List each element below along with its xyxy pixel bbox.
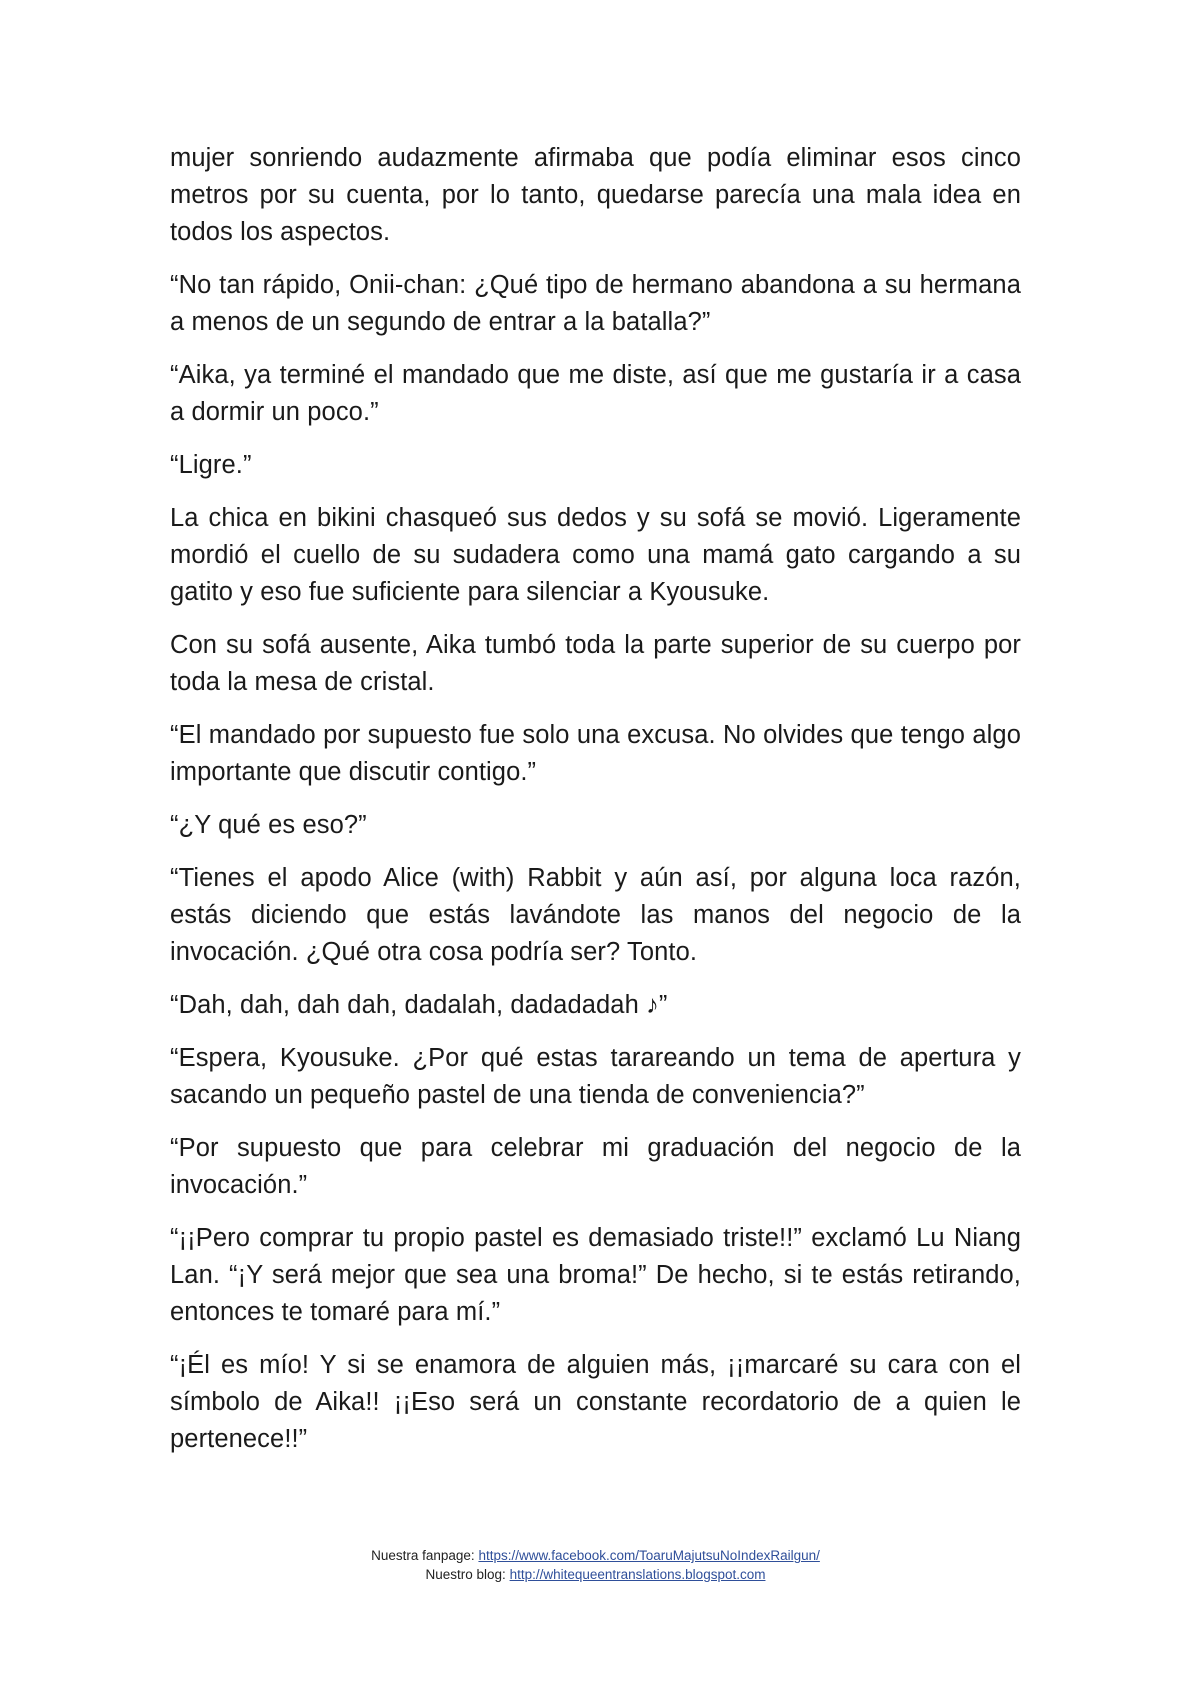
fanpage-link[interactable]: https://www.facebook.com/ToaruMajutsuNoIndexRailgun/: [478, 1548, 820, 1563]
footer-blog-line: [0, 1565, 1191, 1584]
paragraph: “Ligre.”: [170, 451, 252, 479]
paragraph: Con su sofá ausente, Aika tumbó toda la parte superior de su cuerpo por toda la mesa de cristal.: [170, 631, 1021, 696]
paragraph: “¡Él es mío! Y si se enamora de alguien más, ¡¡marcaré su cara con el símbolo de Aika!! ¡¡Eso será un constante recordatorio de a quien le pertenece!!”: [170, 1351, 1021, 1453]
paragraph: “¡¡Pero comprar tu propio pastel es demasiado triste!!” exclamó Lu Niang Lan. “¡Y será mejor que sea una broma!” De hecho, si te estás retirando, entonces te tomaré para mí.”: [170, 1224, 1021, 1326]
fanpage-label: Nuestra fanpage:: [371, 1548, 479, 1563]
paragraph: “¿Y qué es eso?”: [170, 811, 367, 839]
paragraph: “Por supuesto que para celebrar mi graduación del negocio de la invocación.”: [170, 1134, 1021, 1199]
blog-label: Nuestro blog:: [425, 1567, 510, 1582]
footer-fanpage-line: [0, 1546, 1191, 1565]
body-text: [170, 140, 1021, 1474]
paragraph: “El mandado por supuesto fue solo una excusa. No olvides que tengo algo importante que discutir contigo.”: [170, 721, 1021, 786]
paragraph: “Espera, Kyousuke. ¿Por qué estas tarareando un tema de apertura y sacando un pequeño pastel de una tienda de conveniencia?”: [170, 1044, 1021, 1109]
paragraph: mujer sonriendo audazmente afirmaba que podía eliminar esos cinco metros por su cuenta, por lo tanto, quedarse parecía una mala idea en todos los aspectos.: [170, 144, 1021, 246]
paragraph: “Tienes el apodo Alice (with) Rabbit y aún así, por alguna loca razón, estás diciendo que estás lavándote las manos del negocio de la invocación. ¿Qué otra cosa podría ser? Tonto.: [170, 864, 1021, 966]
paragraph: La chica en bikini chasqueó sus dedos y su sofá se movió. Ligeramente mordió el cuello de su sudadera como una mamá gato cargando a su gatito y eso fue suficiente para silenciar a Kyousuke.: [170, 504, 1021, 606]
paragraph: “Dah, dah, dah dah, dadalah, dadadadah ♪”: [170, 991, 668, 1019]
page-footer: [0, 1546, 1191, 1584]
paragraph: “Aika, ya terminé el mandado que me diste, así que me gustaría ir a casa a dormir un poco.”: [170, 361, 1021, 426]
blog-link[interactable]: http://whitequeentranslations.blogspot.com: [509, 1567, 766, 1582]
paragraph: “No tan rápido, Onii-chan: ¿Qué tipo de hermano abandona a su hermana a menos de un segundo de entrar a la batalla?”: [170, 271, 1021, 336]
